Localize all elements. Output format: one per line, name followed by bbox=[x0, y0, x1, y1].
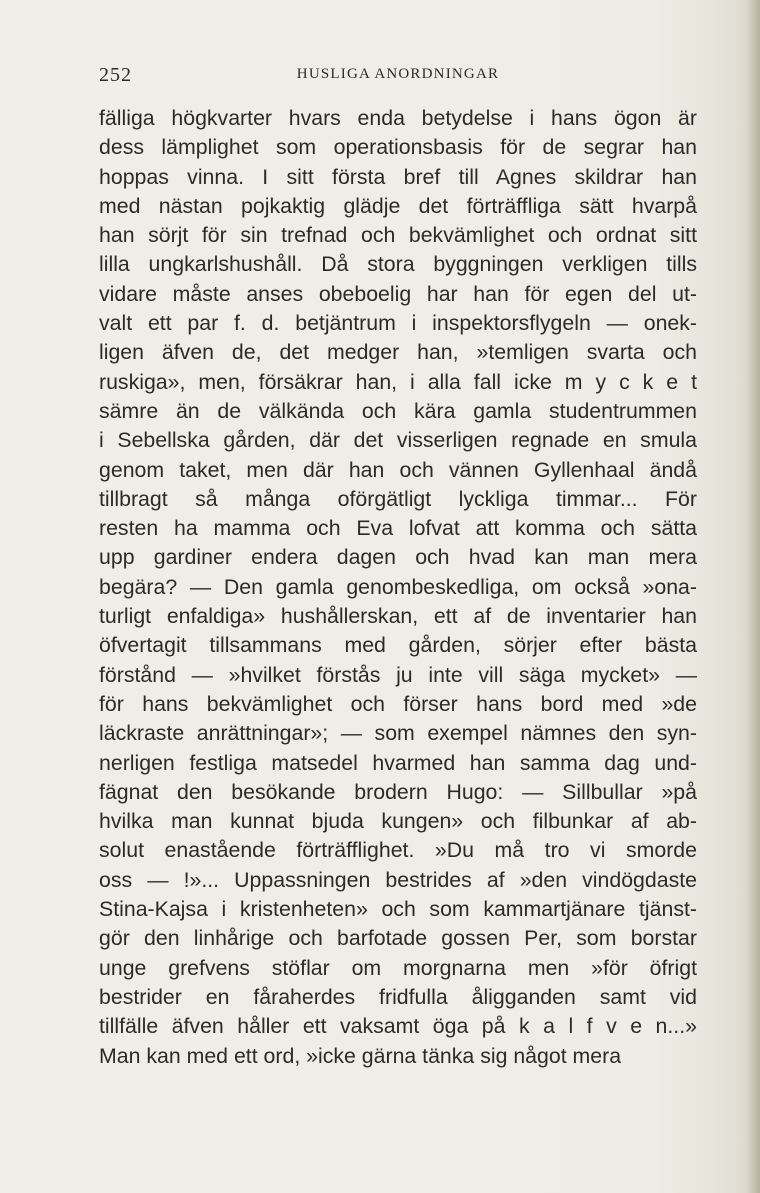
text-line: med nästan pojkaktig glädje det förträffliga sätt hvarpå bbox=[99, 193, 697, 218]
page-header bbox=[99, 64, 697, 92]
text-line: Stina-Kajsa i kristenheten» och som kammartjänare tjänst- bbox=[99, 897, 697, 922]
text-line: fälliga högkvarter hvars enda betydelse i hans ögon är bbox=[99, 106, 697, 130]
text-line: unge grefvens stöflar om morgnarna men »för öfrigt bbox=[99, 955, 697, 980]
text-line: vidare måste anses obeboelig har han för egen del ut- bbox=[99, 281, 697, 306]
text-line: nerligen festliga matsedel hvarmed han samma dag und- bbox=[99, 750, 697, 775]
text-line: öfvertagit tillsammans med gården, sörjer efter bästa bbox=[99, 633, 697, 658]
text-line: lilla ungkarlshushåll. Då stora byggningen verkligen tills bbox=[99, 252, 697, 277]
running-title: HUSLIGA ANORDNINGAR bbox=[296, 66, 500, 82]
text-line: gör den linhårige och barfotade gossen Per, som borstar bbox=[99, 926, 697, 951]
text-line: förstånd — »hvilket förstås ju inte vill säga mycket» — bbox=[99, 662, 697, 687]
page-number: 252 bbox=[99, 64, 132, 86]
text-line: turligt enfaldiga» hushållerskan, ett af de inventarier han bbox=[99, 604, 697, 629]
text-line: sämre än de välkända och kära gamla studentrummen bbox=[99, 398, 697, 423]
text-line: i Sebellska gården, där det visserligen regnade en smula bbox=[99, 428, 697, 453]
text-line: för hans bekvämlighet och förser hans bord med »de bbox=[99, 691, 697, 716]
text-line: tillbragt så många oförgätligt lyckliga timmar... För bbox=[99, 486, 697, 511]
text-line: begära? — Den gamla genombeskedliga, om också »ona- bbox=[99, 574, 697, 599]
text-line: dess lämplighet som operationsbasis för de segrar han bbox=[99, 135, 697, 160]
page-edge-shadow bbox=[746, 0, 760, 1193]
text-line: oss — !»... Uppassningen bestrides af »den vindögdaste bbox=[99, 867, 697, 892]
text-line: upp gardiner endera dagen och hvad kan man mera bbox=[99, 545, 697, 570]
text-line: hvilka man kunnat bjuda kungen» och filbunkar af ab- bbox=[99, 809, 697, 834]
text-line: fägnat den besökande brodern Hugo: — Sillbullar »på bbox=[99, 779, 697, 804]
text-line: läckraste anrättningar»; — som exempel nämnes den syn- bbox=[99, 721, 697, 746]
text-line: Man kan med ett ord, »icke gärna tänka sig något mera bbox=[99, 1043, 622, 1068]
text-line: resten ha mamma och Eva lofvat att komma och sätta bbox=[99, 516, 697, 541]
text-line: hoppas vinna. I sitt första bref till Agnes skildrar han bbox=[99, 164, 697, 189]
body-text bbox=[99, 104, 697, 1071]
text-line: genom taket, men där han och vännen Gyllenhaal ändå bbox=[99, 457, 697, 482]
text-line: bestrider en fåraherdes fridfulla åligganden samt vid bbox=[99, 984, 697, 1009]
text-line: valt ett par f. d. betjäntrum i inspektorsflygeln — onek- bbox=[99, 311, 697, 336]
text-line: han sörjt för sin trefnad och bekvämlighet och ordnat sitt bbox=[99, 223, 697, 248]
text-line: tillfälle äfven håller ett vaksamt öga på k a l f v e n...» bbox=[99, 1014, 697, 1039]
text-line: ruskiga», men, försäkrar han, i alla fall icke m y c k e t bbox=[99, 369, 697, 394]
text-line: solut enastående förträfflighet. »Du må tro vi smorde bbox=[99, 838, 697, 863]
text-line: ligen äfven de, det medger han, »temligen svarta och bbox=[99, 340, 697, 365]
